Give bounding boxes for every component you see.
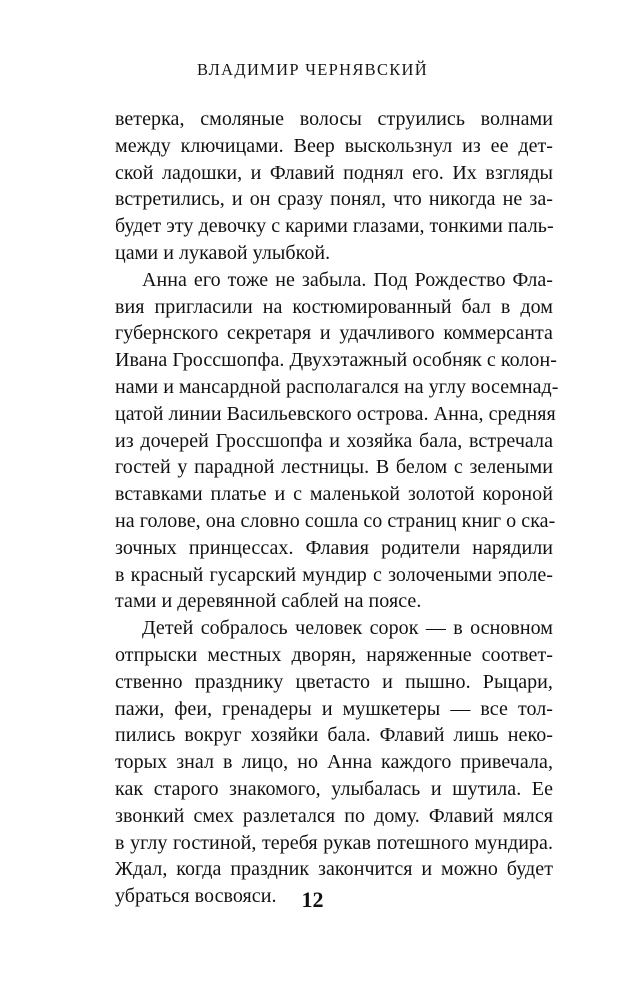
text-line: пились вокруг хозяйки бала. Флавий лишь неко- bbox=[115, 724, 553, 747]
text-line: убраться восвояси. bbox=[115, 885, 277, 908]
text-line: цами и лукавой улыбкой. bbox=[115, 241, 331, 264]
text-line: торых знал в лицо, но Анна каждого привечала, bbox=[115, 751, 553, 774]
text-line: Детей собралось человек сорок — в основном bbox=[142, 617, 553, 640]
text-line: ветерка, смоляные волосы струились волнами bbox=[115, 108, 553, 130]
text-line: Анна его тоже не забыла. Под Рождество Фла- bbox=[142, 268, 553, 291]
text-line: как старого знакомого, улыбалась и шутила. Ее bbox=[115, 777, 553, 800]
text-line: нами и мансардной располагался на углу восемнад- bbox=[115, 375, 559, 398]
text-line: на голове, она словно сошла со страниц книг о ска- bbox=[115, 509, 556, 532]
text-line: вставками платье и с маленькой золотой короной bbox=[115, 483, 553, 506]
text-line: Ждал, когда праздник закончится и можно будет bbox=[115, 858, 553, 881]
text-line: ской ладошки, и Флавий поднял его. Их взгляды bbox=[115, 161, 553, 184]
text-line: вия пригласили на костюмированный бал в дом bbox=[115, 295, 553, 318]
text-line: встретились, и он сразу понял, что никогда не за- bbox=[115, 188, 553, 211]
text-line: тами и деревянной саблей на поясе. bbox=[115, 590, 422, 613]
text-line: из дочерей Гроссшопфа и хозяйка бала, встречала bbox=[115, 429, 553, 452]
text-line: в углу гостиной, теребя рукав потешного мундира. bbox=[115, 831, 553, 854]
text-line: гостей у парадной лестницы. В белом с зелеными bbox=[115, 456, 553, 479]
text-line: отпрыски местных дворян, наряженные соответ- bbox=[115, 643, 553, 666]
text-line: пажи, феи, гренадеры и мушкетеры — все тол- bbox=[115, 697, 553, 720]
text-line: цатой линии Васильевского острова. Анна, средняя bbox=[115, 402, 556, 425]
text-line: будет эту девочку с карими глазами, тонкими паль- bbox=[115, 215, 554, 238]
running-header-author: ВЛАДИМИР ЧЕРНЯВСКИЙ bbox=[197, 60, 428, 79]
body-text bbox=[115, 106, 559, 910]
page-number: 12 bbox=[301, 887, 324, 912]
text-line: ственно празднику цветасто и пышно. Рыцари, bbox=[115, 670, 553, 693]
text-line: Ивана Гроссшопфа. Двухэтажный особняк с колон- bbox=[115, 349, 557, 372]
text-line: звонкий смех разлетался по дому. Флавий мялся bbox=[115, 804, 553, 827]
text-line: губернского секретаря и удачливого коммерсанта bbox=[115, 322, 553, 345]
text-line: между ключицами. Веер выскользнул из ее дет- bbox=[115, 134, 553, 157]
text-line: в красный гусарский мундир с золочеными эполе- bbox=[115, 563, 553, 586]
text-line: зочных принцессах. Флавия родители нарядили bbox=[115, 536, 553, 559]
